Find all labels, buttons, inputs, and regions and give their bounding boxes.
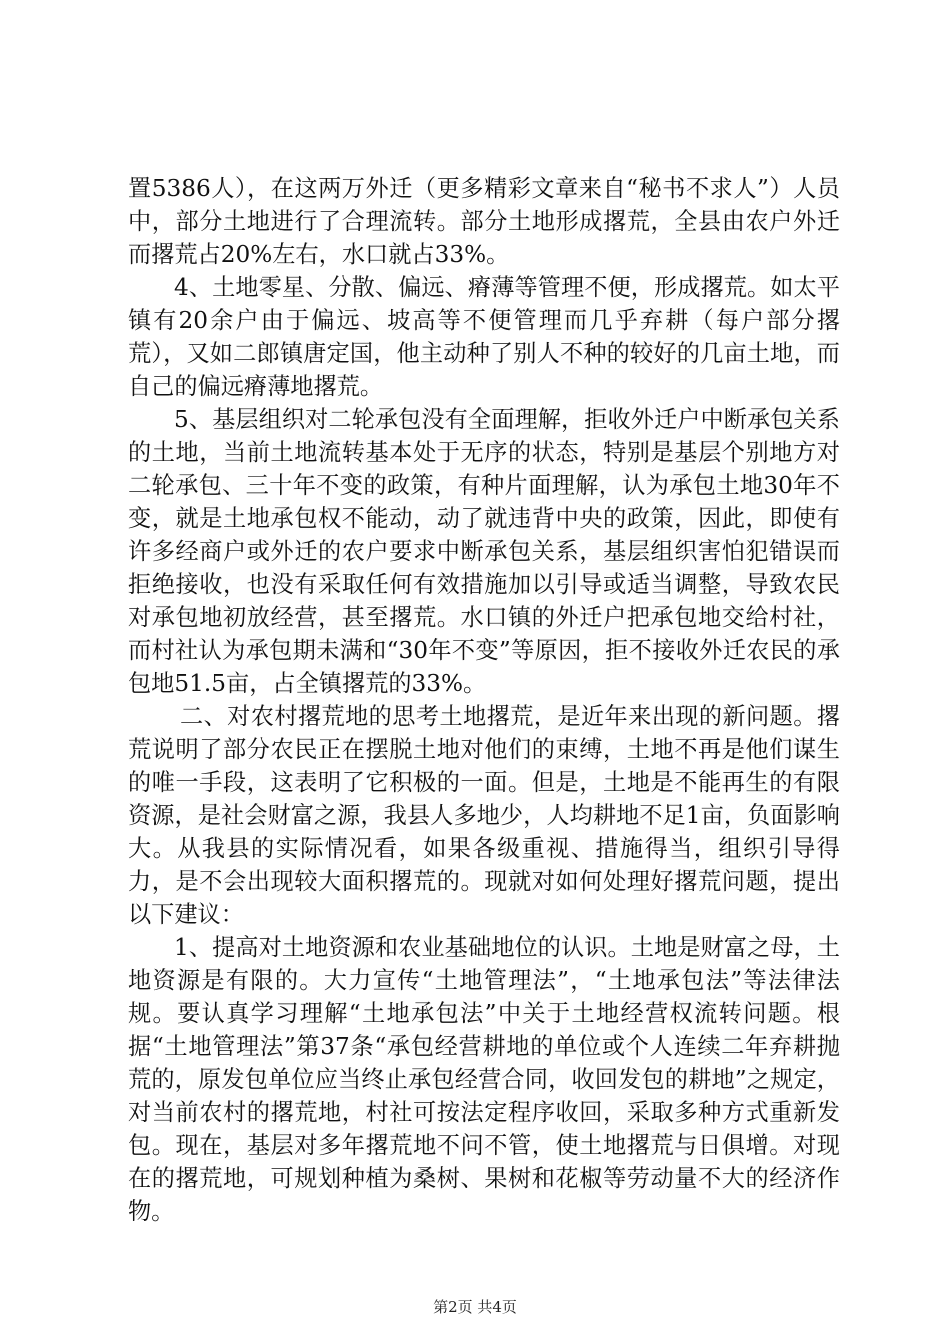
paragraph-item-4: 4、土地零星、分散、偏远、瘠薄等管理不便，形成撂荒。如太平镇有20余户由于偏远、坡高等不便管理而几乎弃耕（每户部分撂荒），又如二郎镇唐定国，他主动种了别人不种的较好的几亩土地，而自己的偏远瘠薄地撂荒。 <box>128 274 840 400</box>
paragraph-continuation: 置5386人），在这两万外迁（更多精彩文章来自“秘书不求人”）人员中，部分土地进行了合理流转。部分土地形成撂荒，全县由农户外迁而撂荒占20%左右，水口就占33%。 <box>128 175 840 268</box>
document-body <box>128 172 840 1228</box>
paragraph-section-2: 二、对农村撂荒地的思考土地撂荒，是近年来出现的新问题。撂荒说明了部分农民正在摆脱土地对他们的束缚，土地不再是他们谋生的唯一手段，这表明了它积极的一面。但是，土地是不能再生的有限资源，是社会财富之源，我县人多地少，人均耕地不足1亩，负面影响大。从我县的实际情况看，如果各级重视、措施得当，组织引导得力，是不会出现较大面积撂荒的。现就对如何处理好撂荒问题，提出以下建议： <box>128 703 840 928</box>
paragraph-suggestion-1: 1、提高对土地资源和农业基础地位的认识。土地是财富之母，土地资源是有限的。大力宣传“土地管理法”，“土地承包法”等法律法规。要认真学习理解“土地承包法”中关于土地经营权流转问题。根据“土地管理法”第37条“承包经营耕地的单位或个人连续二年弃耕抛荒的，原发包单位应当终止承包经营合同，收回发包的耕地”之规定，对当前农村的撂荒地，村社可按法定程序收回，采取多种方式重新发包。现在，基层对多年撂荒地不问不管，使土地撂荒与日俱增。对现在的撂荒地，可规划种植为桑树、果树和花椒等劳动量不大的经济作物。 <box>128 934 840 1225</box>
paragraph-item-5: 5、基层组织对二轮承包没有全面理解，拒收外迁户中断承包关系的土地，当前土地流转基本处于无序的状态，特别是基层个别地方对二轮承包、三十年不变的政策，有种片面理解，认为承包土地30年不变，就是土地承包权不能动，动了就违背中央的政策，因此，即使有许多经商户或外迁的农户要求中断承包关系，基层组织害怕犯错误而拒绝接收，也没有采取任何有效措施加以引导或适当调整，导致农民对承包地初放经营，甚至撂荒。水口镇的外迁户把承包地交给村社，而村社认为承包期未满和“30年不变”等原因，拒不接收外迁农民的承包地51.5亩，占全镇撂荒的33%。 <box>128 406 840 697</box>
page-number-footer: 第2页 共4页 <box>433 1298 517 1316</box>
